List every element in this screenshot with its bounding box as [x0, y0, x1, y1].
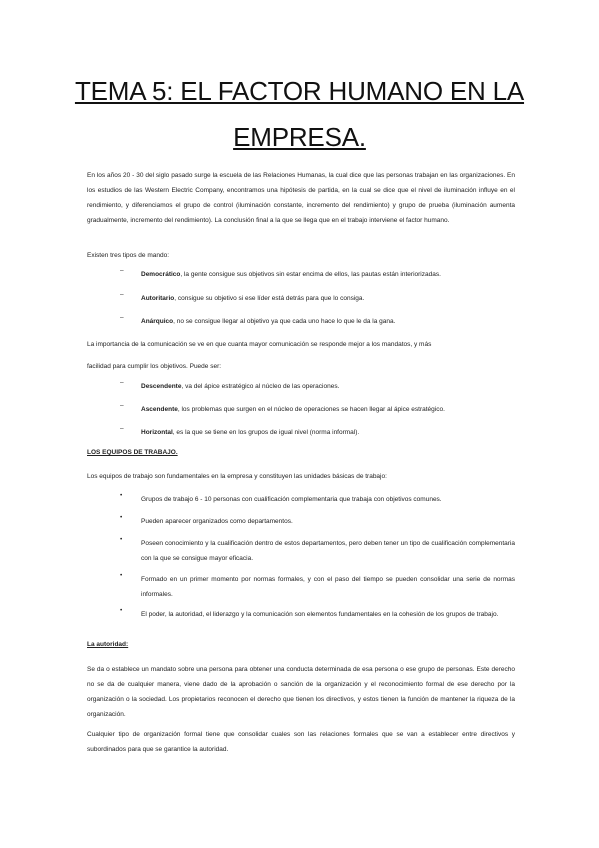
autoridad-heading: La autoridad:	[87, 641, 129, 648]
com-item-3: Horizontal, es la que se tiene en los grupos de igual nivel (norma informal).	[141, 429, 360, 436]
autoridad-paragraph-2: Cualquier tipo de organización formal tiene que consolidar cuales son las relaciones formales que se van a establecer entre directivos y subordinados para que se garantice la autoridad.	[87, 731, 515, 753]
page-title-line2: EMPRESA.	[233, 122, 366, 152]
equipos-item-1: Grupos de trabajo 6 - 10 personas con cualificación complementaria que trabaja con objetivos comunes.	[141, 496, 442, 503]
equipos-bullet-4: •	[120, 572, 123, 579]
mando-item-2: Autoritario, consigue su objetivo si ese líder está detrás para que lo consiga.	[141, 295, 365, 302]
equipos-bullet-3: •	[120, 536, 123, 543]
equipos-bullet-5: •	[120, 607, 123, 614]
equipos-heading: LOS EQUIPOS DE TRABAJO.	[87, 449, 178, 456]
comunicacion-line-1: La importancia de la comunicación se ve en que cuanta mayor comunicación se responde mejor a los mandatos, y más	[87, 341, 432, 348]
mando-dash-1: –	[120, 267, 124, 274]
com-dash-2: –	[120, 402, 124, 409]
mando-dash-3: –	[120, 314, 124, 321]
intro-paragraph: En los años 20 - 30 del siglo pasado surge la escuela de las Relaciones Humanas, la cual dice que las personas trabajan en las organizaciones. En los estudios de las Western Electric Company, encontramos una hipótesis de partida, en la cual se dice que el nivel de iluminación influye en el rendimiento, y diferenciamos el grupo de control (iluminación constante, incremento del rendimiento) y grupo de prueba (iluminación aumenta gradualmente, incremento del rendimiento). La conclusión final a la que se llega que en el trabajo interviene el factor humano.	[87, 172, 515, 224]
com-dash-3: –	[120, 425, 124, 432]
equipos-item-5: El poder, la autoridad, el liderazgo y la comunicación son elementos fundamentales en la cohesión de los grupos de trabajo.	[141, 611, 499, 618]
mando-dash-2: –	[120, 291, 124, 298]
com-dash-1: –	[120, 379, 124, 386]
mando-intro: Existen tres tipos de mando:	[87, 252, 170, 259]
equipos-intro: Los equipos de trabajo son fundamentales en la empresa y constituyen las unidades básicas de trabajo:	[87, 473, 387, 480]
mando-item-1: Democrático, la gente consigue sus objetivos sin estar encima de ellos, las pautas están interiorizadas.	[141, 271, 441, 278]
com-item-1: Descendente, va del ápice estratégico al núcleo de las operaciones.	[141, 383, 340, 390]
equipos-item-2: Pueden aparecer organizados como departamentos.	[141, 518, 293, 525]
equipos-bullet-2: •	[120, 514, 123, 521]
equipos-item-3: Poseen conocimiento y la cualificación dentro de estos departamentos, pero deben tener un tipo de cualificación complementaria con la que se consigue mayor eficacia.	[141, 540, 515, 562]
autoridad-paragraph-1: Se da o establece un mandato sobre una persona para obtener una conducta determinada de esa persona o ese grupo de personas. Este derecho no se da de cualquier manera, viene dado de la aprobación o sanción de la organización y el reconocimiento formal de ese derecho por la organización o la sociedad. Los propietarios reconocen el derecho que tienen los directivos, y estos tienen la función de mantener la riqueza de la organización.	[87, 666, 515, 718]
equipos-bullet-1: •	[120, 492, 123, 499]
page-title-line1: TEMA 5: EL FACTOR HUMANO EN LA	[74, 76, 525, 106]
comunicacion-line-2: facilidad para cumplir los objetivos. Puede ser:	[87, 363, 222, 370]
equipos-item-4: Formado en un primer momento por normas formales, y con el paso del tiempo se pueden consolidar una serie de normas informales.	[141, 576, 515, 598]
com-item-2: Ascendente, los problemas que surgen en el núcleo de operaciones se hacen llegar al ápice estratégico.	[141, 406, 445, 413]
mando-item-3: Anárquico, no se consigue llegar al objetivo ya que cada uno hace lo que le da la gana.	[141, 318, 396, 325]
